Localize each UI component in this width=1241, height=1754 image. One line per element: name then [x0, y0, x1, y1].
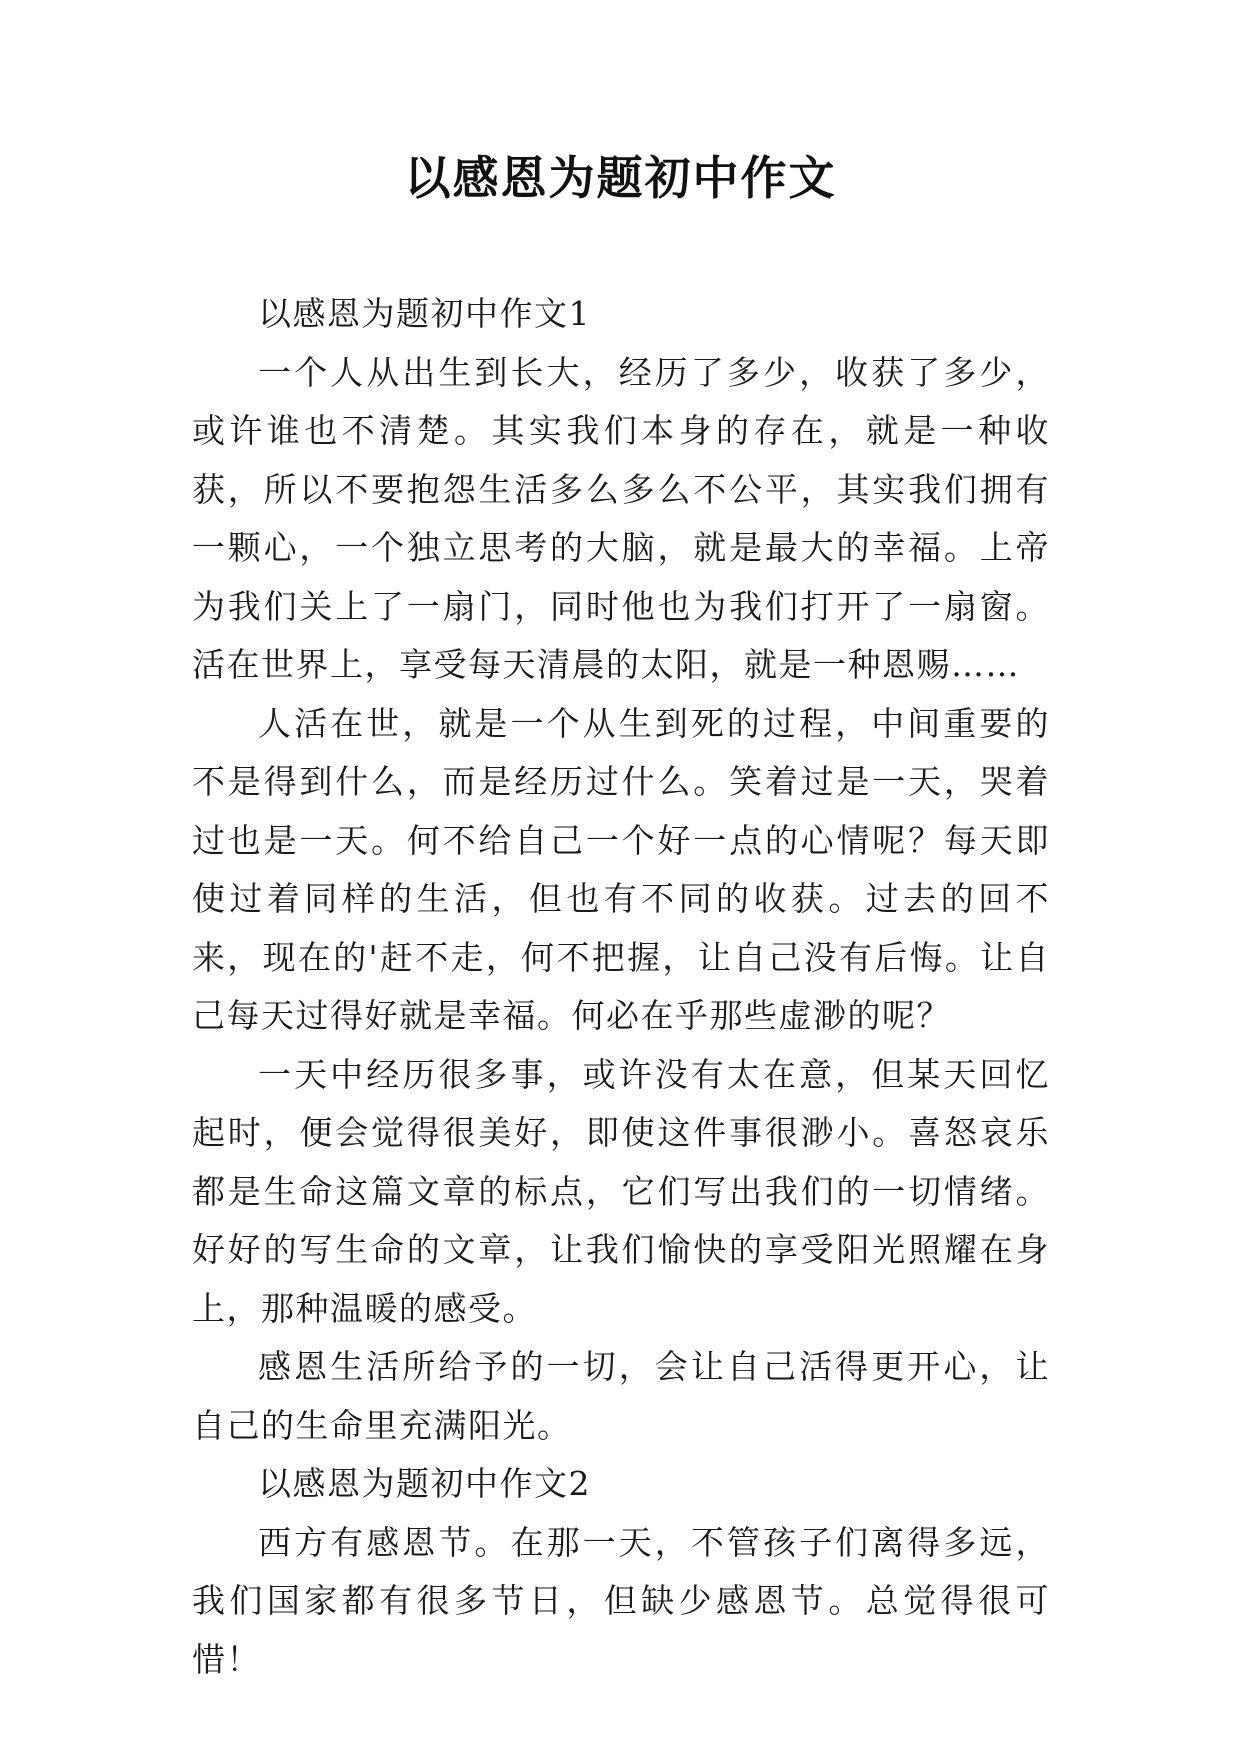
document-body — [192, 285, 1050, 1689]
paragraph-1: 一个人从出生到长大，经历了多少，收获了多少，或许谁也不清楚。其实我们本身的存在，就是一种收获，所以不要抱怨生活多么多么不公平，其实我们拥有一颗心，一个独立思考的大脑，就是最大的幸福。上帝为我们关上了一扇门，同时他也为我们打开了一扇窗。活在世界上，享受每天清晨的太阳，就是一种恩赐…… — [192, 352, 1050, 684]
paragraph-4: 感恩生活所给予的一切，会让自己活得更开心，让自己的生命里充满阳光。 — [192, 1347, 1050, 1445]
paragraph-5: 西方有感恩节。在那一天，不管孩子们离得多远，我们国家都有很多节日，但缺少感恩节。总觉得很可惜！ — [192, 1522, 1050, 1679]
section-heading-1: 以感恩为题初中作文1 — [258, 294, 591, 333]
paragraph-2: 人活在世，就是一个从生到死的过程，中间重要的不是得到什么，而是经历过什么。笑着过是一天，哭着过也是一天。何不给自己一个好一点的心情呢？每天即使过着同样的生活，但也有不同的收获。过去的回不来，现在的'赶不走，何不把握，让自己没有后悔。让自己每天过得好就是幸福。何必在乎那些虚渺的呢？ — [192, 703, 1050, 1035]
document-title: 以感恩为题初中作文 — [404, 151, 837, 205]
paragraph-3: 一天中经历很多事，或许没有太在意，但某天回忆起时，便会觉得很美好，即使这件事很渺小。喜怒哀乐都是生命这篇文章的标点，它们写出我们的一切情绪。好好的写生命的文章，让我们愉快的享受阳光照耀在身上，那种温暖的感受。 — [192, 1054, 1050, 1328]
section-heading-2: 以感恩为题初中作文2 — [258, 1464, 591, 1503]
